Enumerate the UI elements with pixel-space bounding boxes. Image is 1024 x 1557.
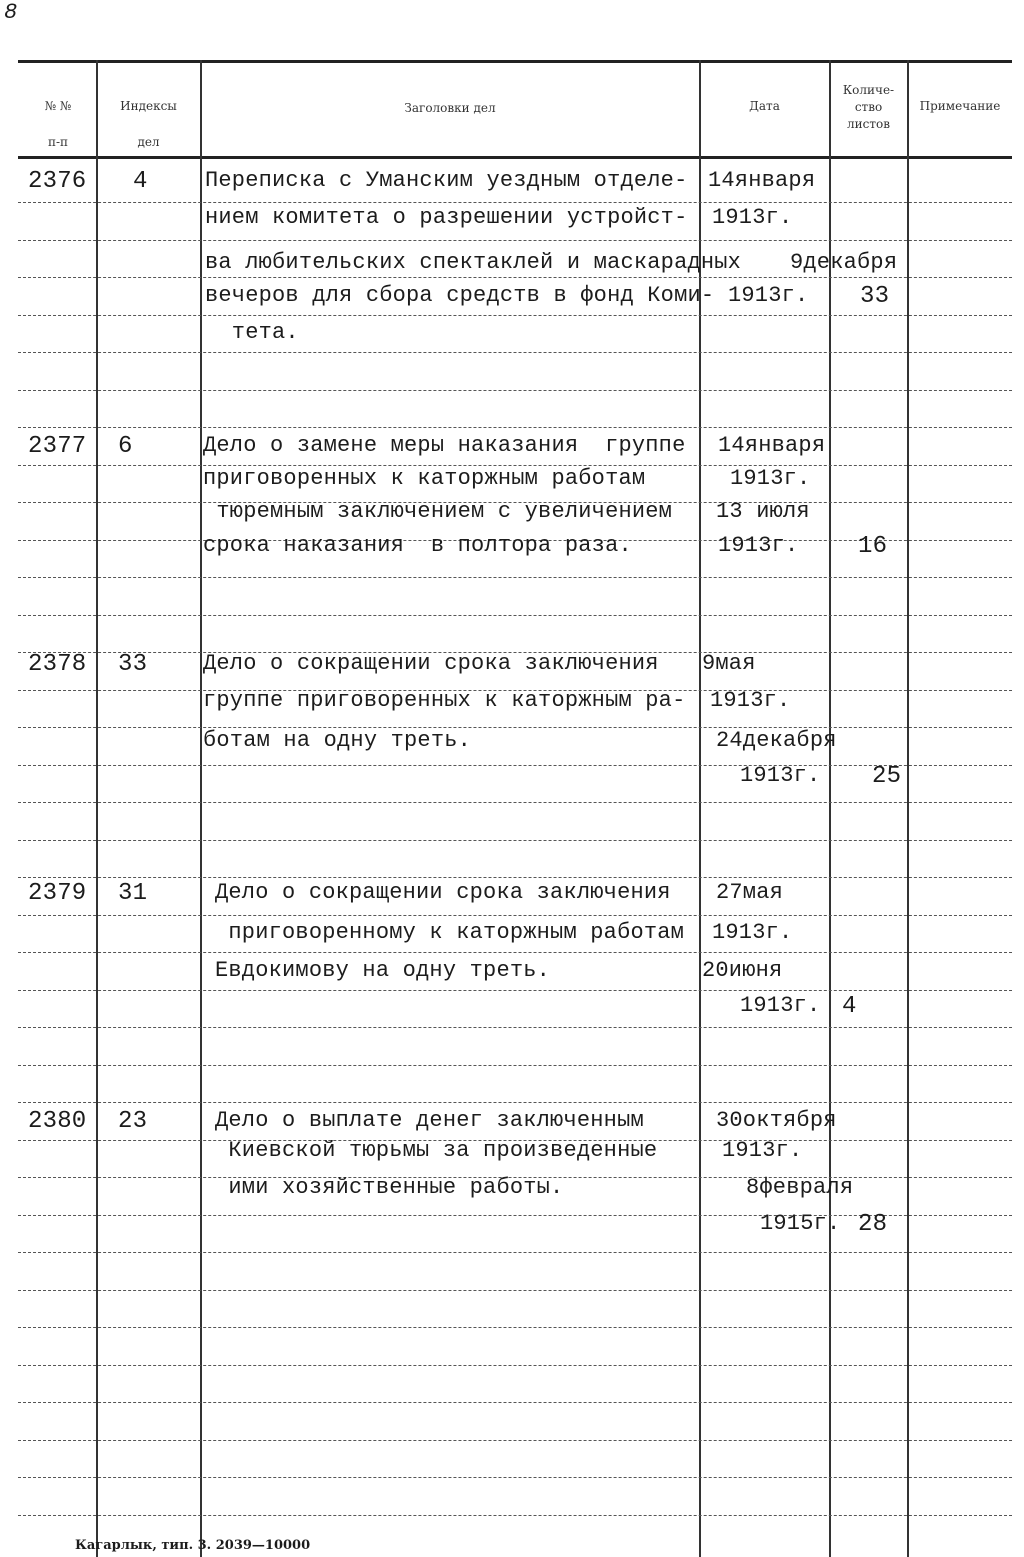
- ruled-line: [18, 1477, 1012, 1479]
- entry-number: 2377: [28, 433, 87, 460]
- entry-sheet-count: 16: [858, 533, 888, 560]
- entry-date-line: 1913г.: [718, 533, 799, 558]
- entry-date-line: 24декабря: [716, 728, 837, 753]
- page-number: 8: [4, 0, 18, 25]
- ruled-line: [18, 1440, 1012, 1442]
- ruled-line: [18, 1027, 1012, 1029]
- entry-sheet-count: 33: [860, 283, 890, 310]
- entry-date-line: 1913г.: [722, 1138, 803, 1163]
- entry-sheet-count: 28: [858, 1211, 888, 1238]
- entry-date-line: 14января: [718, 433, 826, 458]
- header-index-line: Индексы: [120, 99, 177, 113]
- entry-date-line: 14января: [708, 168, 816, 193]
- ruled-line: [18, 840, 1012, 842]
- ruled-line: [18, 915, 1012, 917]
- entry-title-line: Дело о замене меры наказания группе: [203, 433, 686, 458]
- ruled-line: [18, 277, 1012, 279]
- entry-date-line: 27мая: [716, 880, 784, 905]
- header-title: Заголовки дел: [404, 101, 496, 115]
- printer-footer: Кагарлык, тип. 3. 2039—10000: [75, 1538, 311, 1553]
- column-divider: [200, 60, 202, 1557]
- entry-date-line: 9мая: [702, 651, 756, 676]
- entry-title-line: тюремным заключением с увеличением: [203, 499, 673, 524]
- entry-title-line: ва любительских спектаклей и маскарадных: [205, 250, 742, 275]
- header-sheets-line: ство: [854, 100, 883, 114]
- header-sheets-line: Количе-: [842, 83, 895, 97]
- ruled-line: [18, 802, 1012, 804]
- column-divider: [907, 60, 909, 1557]
- entry-number: 2378: [28, 651, 87, 678]
- ruled-line: [18, 240, 1012, 242]
- header-num: [20, 88, 96, 160]
- ruled-line: [18, 1402, 1012, 1404]
- header-sheets: [830, 82, 907, 133]
- entry-title-line: Евдокимову на одну треть.: [215, 958, 551, 983]
- header-note: Примечание: [919, 99, 1001, 113]
- entry-date-line: 1915г.: [760, 1211, 841, 1236]
- ruled-line: [18, 315, 1012, 317]
- column-divider: [96, 60, 98, 1557]
- entry-date-line: 1913г.: [712, 205, 793, 230]
- ruled-line: [18, 427, 1012, 429]
- entry-index: 31: [118, 880, 148, 907]
- ruled-line: [18, 352, 1012, 354]
- entry-index: 4: [133, 168, 148, 195]
- entry-index: 33: [118, 651, 148, 678]
- entry-title-line: нием комитета о разрешении устройст-: [205, 205, 688, 230]
- ruled-line: [18, 990, 1012, 992]
- entry-number: 2379: [28, 880, 87, 907]
- entry-date-line: 1913г.: [728, 283, 809, 308]
- entry-number: 2380: [28, 1108, 87, 1135]
- ruled-line: [18, 615, 1012, 617]
- entry-title-line: ботам на одну треть.: [203, 728, 472, 753]
- ruled-line: [18, 1515, 1012, 1517]
- header-index-line: дел: [137, 135, 160, 149]
- entry-date-line: 9декабря: [790, 250, 898, 275]
- entry-date-line: 8февраля: [746, 1175, 854, 1200]
- entry-date-line: 30октября: [716, 1108, 837, 1133]
- ruled-line: [18, 202, 1012, 204]
- entry-title-line: Киевской тюрьмы за произведенные: [215, 1138, 658, 1163]
- entry-title-line: вечеров для сбора средств в фонд Коми-: [205, 283, 715, 308]
- column-divider: [829, 60, 831, 1557]
- entry-title-line: группе приговоренных к каторжным ра-: [203, 688, 686, 713]
- ruled-line: [18, 577, 1012, 579]
- ruled-line: [18, 952, 1012, 954]
- entry-index: 6: [118, 433, 133, 460]
- ruled-line: [18, 390, 1012, 392]
- header-num-line: № №: [44, 99, 72, 113]
- entry-date-line: 1913г.: [740, 763, 821, 788]
- entry-title-line: Дело о сокращении срока заключения: [203, 651, 659, 676]
- entry-date-line: 1913г.: [740, 993, 821, 1018]
- entry-title-line: Дело о сокращении срока заключения: [215, 880, 671, 905]
- ruled-line: [18, 1365, 1012, 1367]
- ruled-line: [18, 1327, 1012, 1329]
- entry-date-line: 1913г.: [712, 920, 793, 945]
- ruled-line: [18, 727, 1012, 729]
- ruled-line: [18, 765, 1012, 767]
- ruled-line: [18, 1290, 1012, 1292]
- entry-date-line: 1913г.: [730, 466, 811, 491]
- entry-index: 23: [118, 1108, 148, 1135]
- ruled-line: [18, 1065, 1012, 1067]
- header-sheets-line: листов: [847, 117, 890, 131]
- entry-sheet-count: 25: [872, 763, 902, 790]
- ruled-line: [18, 877, 1012, 879]
- entry-sheet-count: 4: [842, 993, 857, 1020]
- entry-date-line: 1913г.: [710, 688, 791, 713]
- entry-title-line: приговоренному к каторжным работам: [215, 920, 685, 945]
- header-index: [97, 88, 200, 160]
- entry-title-line: срока наказания в полтора раза.: [203, 533, 632, 558]
- entry-number: 2376: [28, 168, 87, 195]
- ruled-line: [18, 1252, 1012, 1254]
- entry-title-line: Переписка с Уманским уездным отделе-: [205, 168, 688, 193]
- header-date: Дата: [749, 99, 780, 113]
- entry-title-line: ими хозяйственные работы.: [215, 1175, 564, 1200]
- ruled-line: [18, 1102, 1012, 1104]
- entry-date-line: 13 июля: [716, 499, 810, 524]
- entry-date-line: 20июня: [702, 958, 783, 983]
- top-rule: [18, 60, 1012, 63]
- entry-title-line: тета.: [205, 320, 299, 345]
- header-num-line: п-п: [47, 135, 69, 149]
- entry-title-line: Дело о выплате денег заключенным: [215, 1108, 644, 1133]
- entry-title-line: приговоренных к каторжным работам: [203, 466, 646, 491]
